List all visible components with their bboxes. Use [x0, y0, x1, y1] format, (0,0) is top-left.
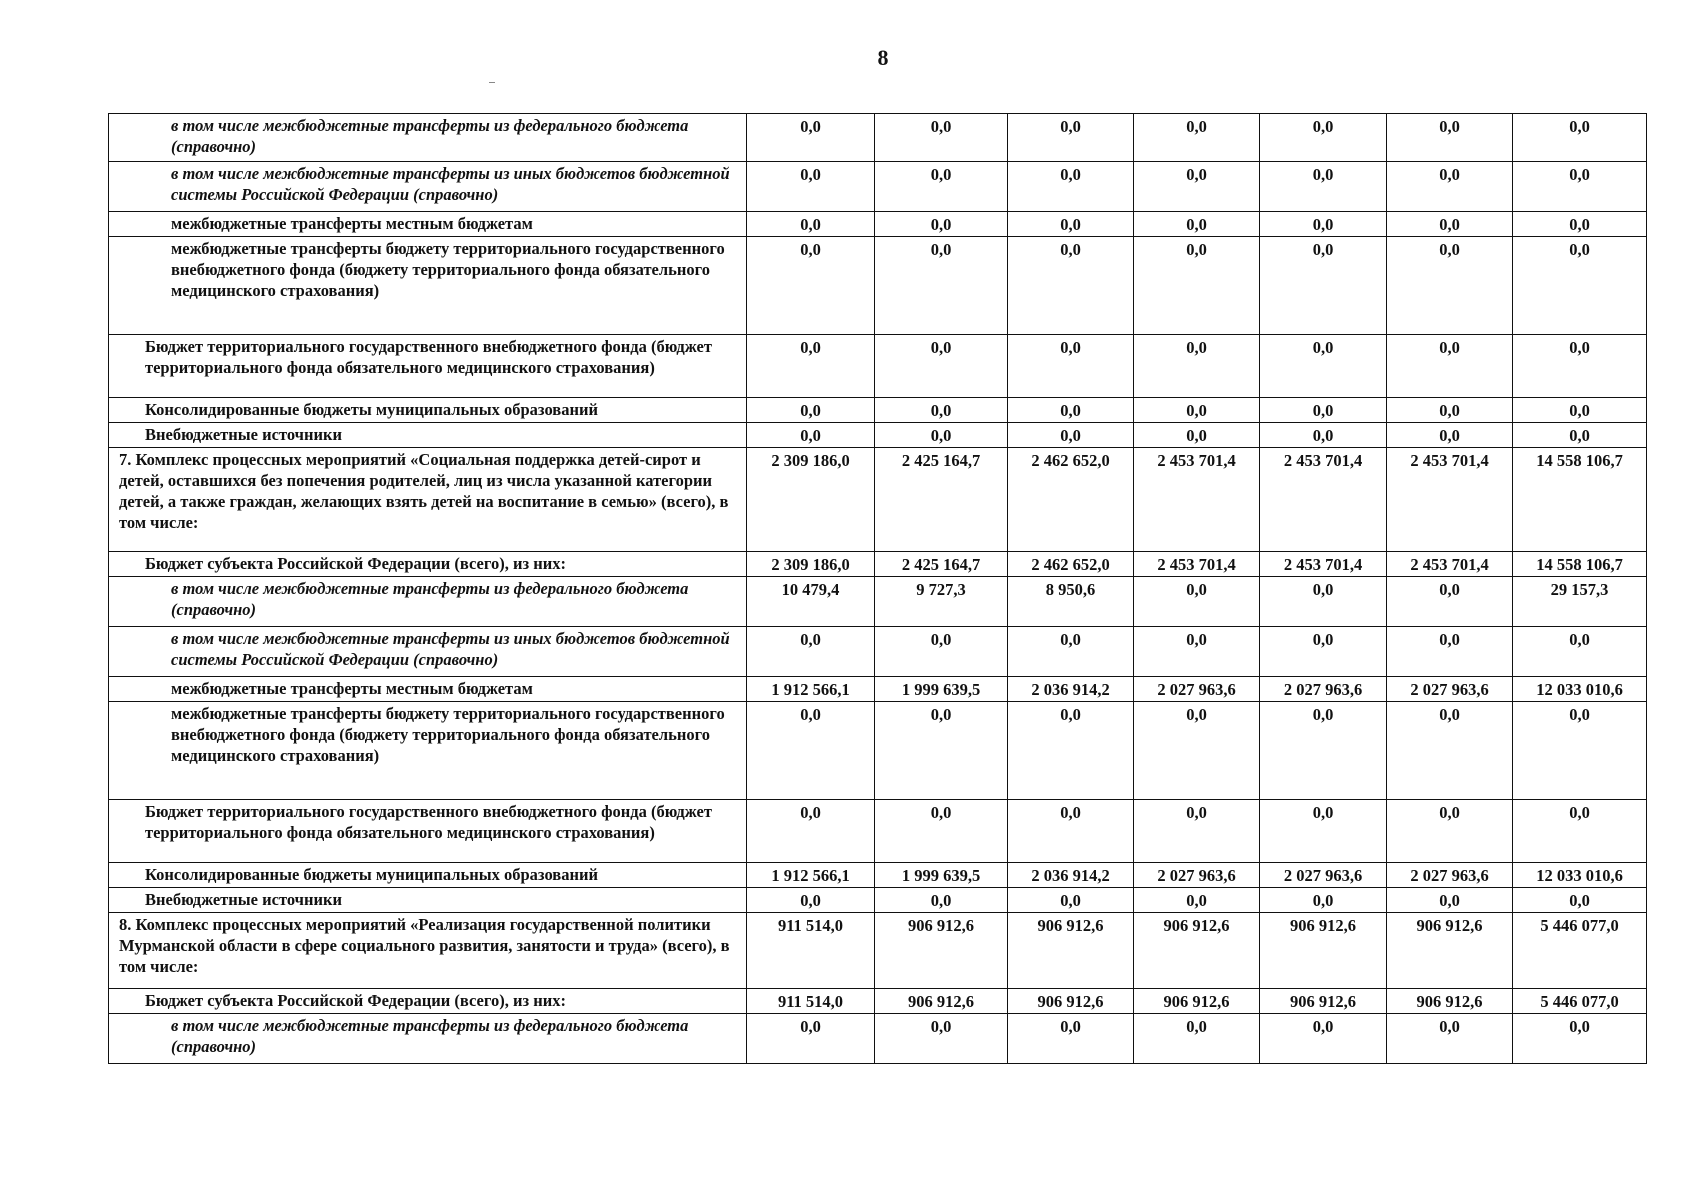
value-cell: 10 479,4: [747, 577, 875, 627]
value-cell: 0,0: [1134, 627, 1260, 677]
table-row: [109, 552, 1647, 577]
value-cell: 2 453 701,4: [1387, 552, 1513, 577]
value-cell: 0,0: [1513, 212, 1647, 237]
row-label: Внебюджетные источники: [109, 888, 747, 913]
value-cell: 0,0: [1387, 212, 1513, 237]
table-row: [109, 398, 1647, 423]
value-cell: 0,0: [1008, 212, 1134, 237]
value-cell: 0,0: [747, 1014, 875, 1064]
value-cell: 0,0: [1134, 888, 1260, 913]
table-row: [109, 114, 1647, 162]
value-cell: 0,0: [1134, 162, 1260, 212]
value-cell: 0,0: [747, 888, 875, 913]
value-cell: 0,0: [875, 162, 1008, 212]
budget-table: [108, 113, 1647, 1064]
value-cell: 0,0: [1134, 577, 1260, 627]
value-cell: 0,0: [1260, 335, 1387, 398]
row-label: 8. Комплекс процессных мероприятий «Реализация государственной политики Мурманской области в сфере социального развития, занятости и труда» (всего), в том числе:: [109, 913, 747, 989]
value-cell: 12 033 010,6: [1513, 863, 1647, 888]
value-cell: 2 453 701,4: [1134, 552, 1260, 577]
value-cell: 0,0: [1260, 162, 1387, 212]
table-row: [109, 162, 1647, 212]
value-cell: 0,0: [875, 212, 1008, 237]
value-cell: 906 912,6: [1387, 913, 1513, 989]
row-label: в том числе межбюджетные трансферты из иных бюджетов бюджетной системы Российской Федерации (справочно): [109, 162, 747, 212]
value-cell: 0,0: [1260, 627, 1387, 677]
value-cell: 0,0: [747, 335, 875, 398]
value-cell: 2 309 186,0: [747, 552, 875, 577]
row-label: Консолидированные бюджеты муниципальных образований: [109, 863, 747, 888]
value-cell: 8 950,6: [1008, 577, 1134, 627]
value-cell: 0,0: [1134, 237, 1260, 335]
value-cell: 0,0: [1008, 702, 1134, 800]
row-label: Бюджет субъекта Российской Федерации (всего), из них:: [109, 989, 747, 1014]
value-cell: 911 514,0: [747, 989, 875, 1014]
value-cell: 0,0: [1134, 702, 1260, 800]
row-label: Бюджет субъекта Российской Федерации (всего), из них:: [109, 552, 747, 577]
value-cell: 0,0: [1513, 114, 1647, 162]
value-cell: 0,0: [875, 423, 1008, 448]
value-cell: 0,0: [1008, 398, 1134, 423]
value-cell: 0,0: [1387, 627, 1513, 677]
value-cell: 0,0: [1134, 335, 1260, 398]
value-cell: 906 912,6: [1260, 913, 1387, 989]
value-cell: 0,0: [1008, 335, 1134, 398]
value-cell: 2 453 701,4: [1260, 552, 1387, 577]
row-label: межбюджетные трансферты местным бюджетам: [109, 677, 747, 702]
value-cell: 2 027 963,6: [1134, 677, 1260, 702]
table-row: [109, 577, 1647, 627]
value-cell: 906 912,6: [1008, 913, 1134, 989]
value-cell: 0,0: [1008, 162, 1134, 212]
row-label: в том числе межбюджетные трансферты из иных бюджетов бюджетной системы Российской Федерации (справочно): [109, 627, 747, 677]
value-cell: 29 157,3: [1513, 577, 1647, 627]
value-cell: 906 912,6: [875, 989, 1008, 1014]
value-cell: 0,0: [1387, 888, 1513, 913]
value-cell: 1 999 639,5: [875, 677, 1008, 702]
value-cell: 0,0: [747, 114, 875, 162]
value-cell: 906 912,6: [1387, 989, 1513, 1014]
value-cell: 0,0: [1513, 888, 1647, 913]
value-cell: 0,0: [1387, 398, 1513, 423]
value-cell: 911 514,0: [747, 913, 875, 989]
value-cell: 0,0: [1134, 423, 1260, 448]
value-cell: 0,0: [875, 888, 1008, 913]
table-row: [109, 335, 1647, 398]
value-cell: 12 033 010,6: [1513, 677, 1647, 702]
value-cell: 0,0: [1008, 627, 1134, 677]
table-row: [109, 989, 1647, 1014]
value-cell: 0,0: [1387, 423, 1513, 448]
value-cell: 0,0: [1134, 212, 1260, 237]
value-cell: 0,0: [1513, 800, 1647, 863]
page-number: 8: [877, 45, 889, 70]
value-cell: 0,0: [1260, 800, 1387, 863]
value-cell: 5 446 077,0: [1513, 913, 1647, 989]
table-row: [109, 888, 1647, 913]
table-row: [109, 702, 1647, 800]
value-cell: 0,0: [1260, 1014, 1387, 1064]
row-label: Внебюджетные источники: [109, 423, 747, 448]
value-cell: 0,0: [1260, 212, 1387, 237]
value-cell: 0,0: [875, 398, 1008, 423]
value-cell: 0,0: [1260, 577, 1387, 627]
table-row: [109, 800, 1647, 863]
value-cell: 14 558 106,7: [1513, 448, 1647, 552]
value-cell: 0,0: [875, 1014, 1008, 1064]
row-label: Бюджет территориального государственного внебюджетного фонда (бюджет территориального фонда обязательного медицинского страхования): [109, 335, 747, 398]
value-cell: 2 462 652,0: [1008, 448, 1134, 552]
value-cell: 0,0: [1008, 423, 1134, 448]
value-cell: 906 912,6: [875, 913, 1008, 989]
value-cell: 2 453 701,4: [1387, 448, 1513, 552]
table-row: [109, 237, 1647, 335]
value-cell: 0,0: [1008, 888, 1134, 913]
value-cell: 0,0: [1260, 237, 1387, 335]
row-label: в том числе межбюджетные трансферты из федерального бюджета (справочно): [109, 114, 747, 162]
table-row: [109, 627, 1647, 677]
value-cell: 0,0: [1513, 335, 1647, 398]
value-cell: 2 462 652,0: [1008, 552, 1134, 577]
value-cell: 1 912 566,1: [747, 863, 875, 888]
value-cell: 9 727,3: [875, 577, 1008, 627]
value-cell: 906 912,6: [1134, 989, 1260, 1014]
value-cell: 0,0: [747, 212, 875, 237]
value-cell: 0,0: [1513, 1014, 1647, 1064]
table-row: [109, 212, 1647, 237]
value-cell: 2 425 164,7: [875, 448, 1008, 552]
value-cell: 0,0: [1387, 577, 1513, 627]
value-cell: 0,0: [1260, 114, 1387, 162]
value-cell: 0,0: [747, 423, 875, 448]
value-cell: 0,0: [1008, 114, 1134, 162]
value-cell: 0,0: [875, 800, 1008, 863]
value-cell: 2 027 963,6: [1260, 677, 1387, 702]
value-cell: 0,0: [1387, 162, 1513, 212]
value-cell: 14 558 106,7: [1513, 552, 1647, 577]
value-cell: 2 027 963,6: [1260, 863, 1387, 888]
value-cell: 0,0: [1260, 423, 1387, 448]
value-cell: 0,0: [747, 800, 875, 863]
value-cell: 0,0: [747, 398, 875, 423]
table-row: [109, 1014, 1647, 1064]
row-label: 7. Комплекс процессных мероприятий «Социальная поддержка детей-сирот и детей, оставшихся без попечения родителей, лиц из числа указанной категории детей, а также граждан, желающих взять детей на воспитание в семью» (всего), в том числе:: [109, 448, 747, 552]
value-cell: 0,0: [1513, 237, 1647, 335]
value-cell: 2 036 914,2: [1008, 863, 1134, 888]
value-cell: 906 912,6: [1260, 989, 1387, 1014]
value-cell: 0,0: [1387, 114, 1513, 162]
value-cell: 0,0: [875, 627, 1008, 677]
value-cell: 906 912,6: [1134, 913, 1260, 989]
table-body: [109, 114, 1647, 1064]
value-cell: 0,0: [1260, 702, 1387, 800]
value-cell: 0,0: [1260, 888, 1387, 913]
value-cell: 0,0: [1008, 237, 1134, 335]
value-cell: 0,0: [747, 702, 875, 800]
table-row: [109, 863, 1647, 888]
row-label: межбюджетные трансферты бюджету территориального государственного внебюджетного фонда (бюджету территориального фонда обязательного медицинского страхования): [109, 237, 747, 335]
value-cell: 0,0: [875, 702, 1008, 800]
value-cell: 0,0: [875, 237, 1008, 335]
row-label: в том числе межбюджетные трансферты из федерального бюджета (справочно): [109, 577, 747, 627]
scan-mark: [489, 82, 495, 83]
value-cell: 0,0: [1134, 114, 1260, 162]
table-row: [109, 677, 1647, 702]
value-cell: 0,0: [1008, 800, 1134, 863]
table-row: [109, 423, 1647, 448]
row-label: в том числе межбюджетные трансферты из федерального бюджета (справочно): [109, 1014, 747, 1064]
value-cell: 2 027 963,6: [1134, 863, 1260, 888]
table-row: [109, 913, 1647, 989]
value-cell: 0,0: [875, 335, 1008, 398]
value-cell: 0,0: [1513, 627, 1647, 677]
value-cell: 0,0: [875, 114, 1008, 162]
value-cell: 2 036 914,2: [1008, 677, 1134, 702]
value-cell: 1 999 639,5: [875, 863, 1008, 888]
value-cell: 0,0: [1513, 423, 1647, 448]
value-cell: 0,0: [1260, 398, 1387, 423]
value-cell: 0,0: [1134, 398, 1260, 423]
row-label: Бюджет территориального государственного внебюджетного фонда (бюджет территориального фонда обязательного медицинского страхования): [109, 800, 747, 863]
value-cell: 2 453 701,4: [1134, 448, 1260, 552]
value-cell: 0,0: [1513, 702, 1647, 800]
table-row: [109, 448, 1647, 552]
value-cell: 0,0: [1134, 1014, 1260, 1064]
value-cell: 2 453 701,4: [1260, 448, 1387, 552]
value-cell: 2 425 164,7: [875, 552, 1008, 577]
value-cell: 2 027 963,6: [1387, 863, 1513, 888]
row-label: межбюджетные трансферты бюджету территориального государственного внебюджетного фонда (бюджету территориального фонда обязательного медицинского страхования): [109, 702, 747, 800]
row-label: Консолидированные бюджеты муниципальных образований: [109, 398, 747, 423]
value-cell: 0,0: [1387, 1014, 1513, 1064]
value-cell: 0,0: [1513, 162, 1647, 212]
value-cell: 0,0: [1008, 1014, 1134, 1064]
value-cell: 0,0: [1513, 398, 1647, 423]
value-cell: 906 912,6: [1008, 989, 1134, 1014]
value-cell: 0,0: [1387, 237, 1513, 335]
value-cell: 5 446 077,0: [1513, 989, 1647, 1014]
row-label: межбюджетные трансферты местным бюджетам: [109, 212, 747, 237]
value-cell: 0,0: [1387, 702, 1513, 800]
value-cell: 0,0: [747, 162, 875, 212]
value-cell: 0,0: [1387, 335, 1513, 398]
value-cell: 1 912 566,1: [747, 677, 875, 702]
value-cell: 0,0: [1387, 800, 1513, 863]
value-cell: 2 309 186,0: [747, 448, 875, 552]
value-cell: 2 027 963,6: [1387, 677, 1513, 702]
value-cell: 0,0: [747, 627, 875, 677]
value-cell: 0,0: [1134, 800, 1260, 863]
value-cell: 0,0: [747, 237, 875, 335]
